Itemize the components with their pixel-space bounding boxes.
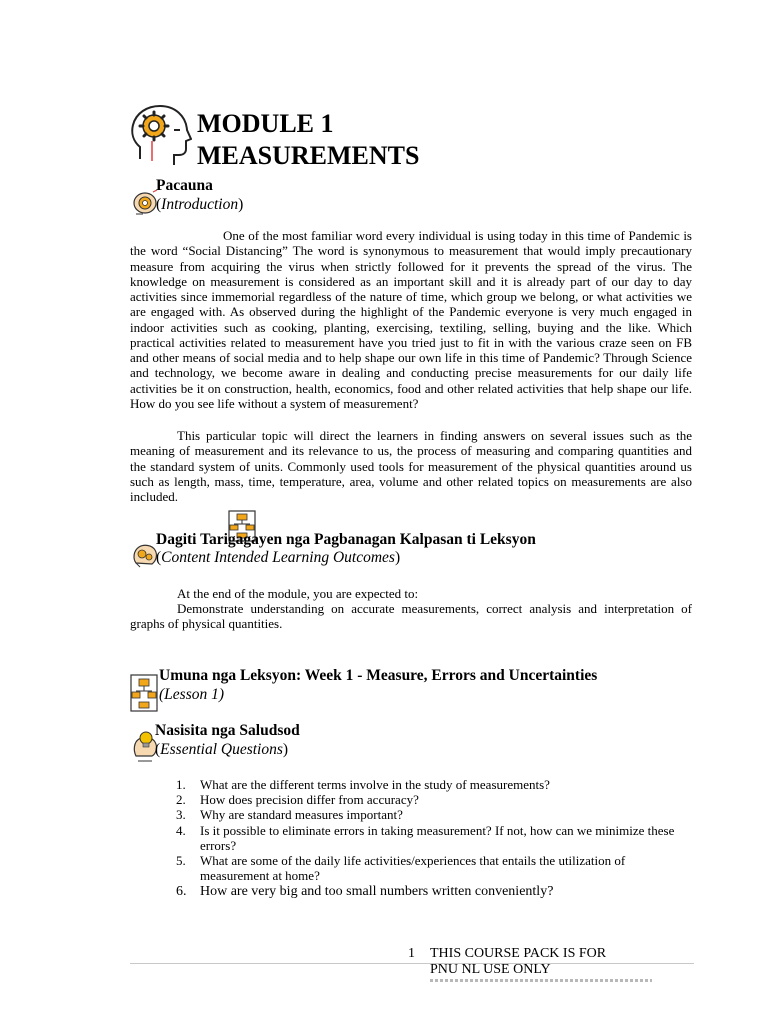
footer-faint-text <box>430 979 652 982</box>
list-item: 2. How does precision differ from accuracy? <box>176 792 419 808</box>
questions-subtitle: (Essential Questions) <box>155 741 289 758</box>
gear-brain-icon <box>131 188 159 223</box>
list-item: 5. What are some of the daily life activities/experiences that entails the utilization of measurement at home? <box>176 853 626 884</box>
module-name: MEASUREMENTS <box>197 141 420 170</box>
questions-subtitle-text: Essential Questions <box>160 741 283 758</box>
intro-title: Pacauna <box>156 177 213 194</box>
list-item: 4. Is it possible to eliminate errors in taking measurement? If not, how can we minimize these errors? <box>176 822 675 853</box>
intro-paragraph-2: This particular topic will direct the learners in finding answers on several issues such as the meaning of measurement and its relevance to us, the process of measuring and comparing quantities and the standard system of units. Commonly used tools for measurement of the physical quantities around us such as length, mass, time, temperature, area, volume and other related topics on measurements are also included. <box>130 428 692 504</box>
page-number: 1 <box>408 946 415 961</box>
footer-notice: THIS COURSE PACK IS FOR PNU NL USE ONLY <box>430 946 607 977</box>
intro-paragraph-1: One of the most familiar word every individual is using today in this time of Pandemic is the word “Social Distancing” The word is synonymous to measurement that would imply precautionary measure from acquiring the virus when strictly followed for it prevents the spread of the virus. The knowledge on measurement is considered as an important skill and it is already part of our day to day activities since immemorial regardless of the nature of time, which group we belong, or what activities we are engaged with. As observed during the highlight of the Pandemic everyone is very much engaged in indoor activities such as cooking, planting, exercising, textiling, selling, buying and the like. Which practical activities related to measurement have you tried just to fit in with the various craze seen on FB and other means of social media and to help shape our own life in this time of Pandemic? Through Science and technology, we become aware in dealing and conducting precise measurements for our daily life activities be it on construction, health, economics, food and other related activities that help shape our life. How do you see life without a system of measurement? <box>130 228 692 411</box>
module-title <box>197 108 419 172</box>
outcomes-paragraph-1: At the end of the module, you are expected to: <box>177 586 419 601</box>
lesson-subtitle: (Lesson 1) <box>159 686 225 703</box>
list-item: 6. How are very big and too small numbers written conveniently? <box>176 884 554 900</box>
intro-subtitle-text: Introduction <box>161 196 239 213</box>
outcomes-subtitle-text: Content Intended Learning Outcomes <box>161 549 395 566</box>
essential-questions-list <box>176 777 692 901</box>
module-number: MODULE 1 <box>197 109 334 138</box>
footer-divider <box>130 963 694 964</box>
questions-title: Nasisita nga Saludsod <box>155 722 300 739</box>
outcomes-subtitle: (Content Intended Learning Outcomes) <box>156 549 401 566</box>
list-item: 3. Why are standard measures important? <box>176 807 403 823</box>
outcomes-title: Dagiti Tarigagayen nga Pagbanagan Kalpasan ti Leksyon <box>156 531 536 548</box>
lesson-title: Umuna nga Leksyon: Week 1 - Measure, Errors and Uncertainties <box>159 667 598 684</box>
flowchart-icon <box>130 674 158 717</box>
brain-gears-icon <box>131 541 159 574</box>
intro-subtitle: (Introduction) <box>156 196 244 213</box>
list-item: 1. What are the different terms involve in the study of measurements? <box>176 777 550 792</box>
head-gear-icon <box>130 103 192 174</box>
outcomes-paragraph-2: Demonstrate understanding on accurate measurements, correct analysis and interpretation of graphs of physical quantities. <box>130 601 692 632</box>
